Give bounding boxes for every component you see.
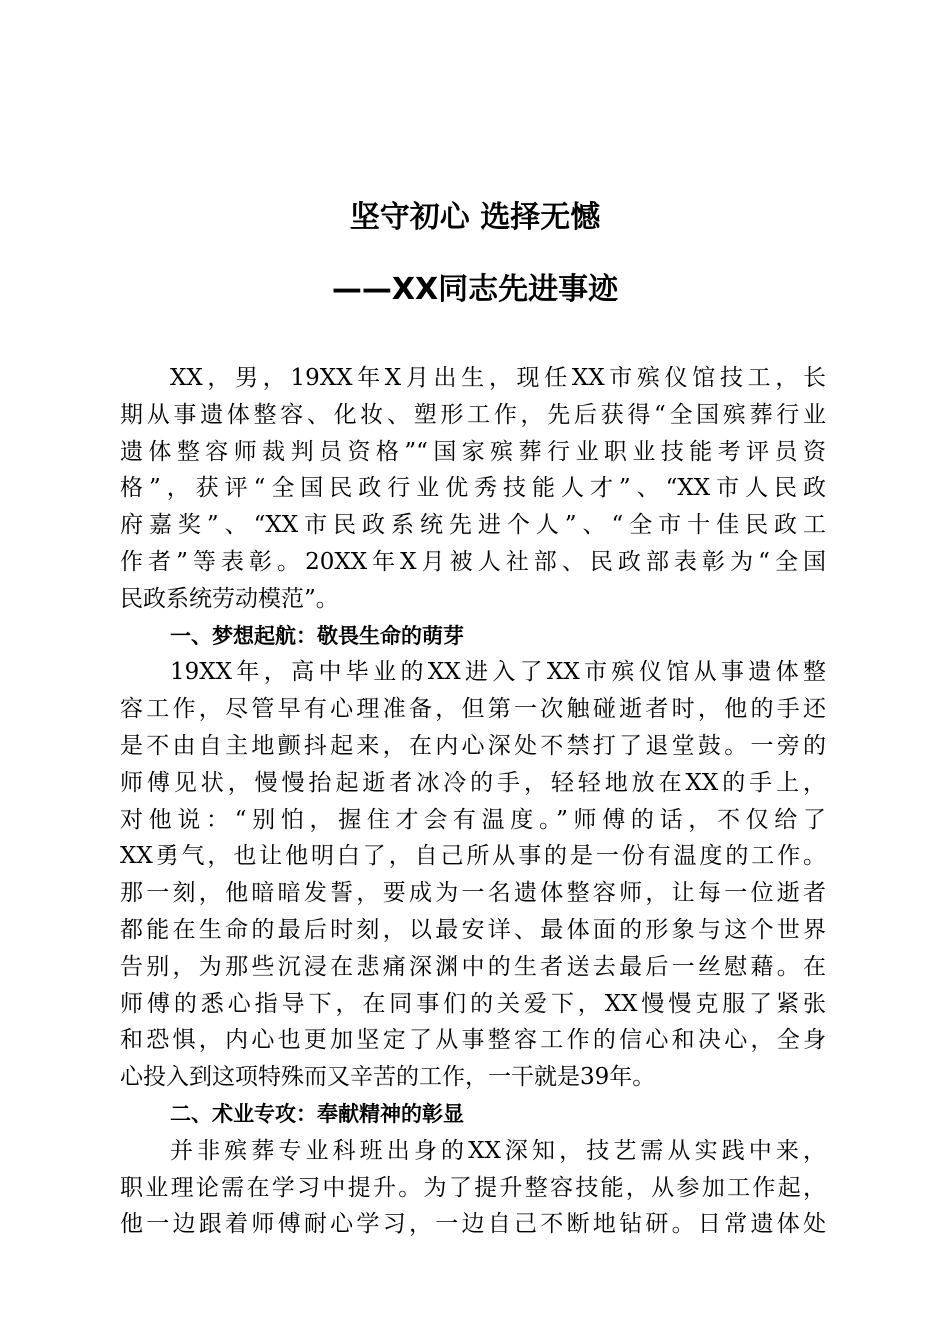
body-line: XX勇气，也让他明白了，自己所从事的是一份有温度的工作。 — [120, 843, 826, 870]
document-title: 坚守初心 选择无憾 — [349, 200, 601, 235]
document-body — [120, 360, 826, 1243]
body-line: 和恐惧，内心也更加坚定了从事整容工作的信心和决心，全身 — [120, 1027, 826, 1054]
body-line: 期从事遗体整容、化妆、塑形工作，先后获得“全国殡葬行业 — [120, 401, 826, 428]
body-line: 容工作，尽管早有心理准备，但第一次触碰逝者时，他的手还 — [120, 696, 826, 723]
body-line: 师傅见状，慢慢抬起逝者冰冷的手，轻轻地放在XX的手上， — [120, 769, 826, 796]
body-line: 师傅的悉心指导下，在同事们的关爱下，XX慢慢克服了紧张 — [120, 990, 826, 1017]
body-line: 心投入到这项特殊而又辛苦的工作，一干就是39年。 — [120, 1064, 656, 1091]
body-line: 职业理论需在学习中提升。为了提升整容技能，从参加工作起， — [120, 1174, 826, 1201]
body-line: 告别，为那些沉浸在悲痛深渊中的生者送去最后一丝慰藉。在 — [120, 953, 826, 980]
body-line: 是不由自主地颤抖起来，在内心深处不禁打了退堂鼓。一旁的 — [120, 732, 826, 759]
body-line: 民政系统劳动模范”。 — [120, 585, 339, 612]
body-line: XX，男，19XX年X月出生，现任XX市殡仪馆技工，长 — [170, 365, 826, 391]
body-line: 格”，获评“全国民政行业优秀技能人才”、“XX市人民政 — [120, 475, 826, 502]
body-line: 遗体整容师裁判员资格”“国家殡葬行业职业技能考评员资 — [120, 438, 826, 465]
body-line: 对他说：“别怕，握住才会有温度。”师傅的话，不仅给了 — [120, 806, 826, 833]
section-heading: 一、梦想起航：敬畏生命的萌芽 — [170, 623, 464, 648]
body-line: 府嘉奖”、“XX市民政系统先进个人”、“全市十佳民政工 — [120, 512, 826, 539]
body-line: 并非殡葬专业科班出身的XX深知，技艺需从实践中来， — [170, 1137, 826, 1164]
body-line: 都能在生命的最后时刻，以最安详、最体面的形象与这个世界 — [120, 916, 826, 943]
document-subtitle: ——XX同志先进事迹 — [331, 272, 619, 307]
section-heading: 二、术业专攻：奉献精神的彰显 — [170, 1101, 464, 1126]
body-line: 他一边跟着师傅耐心学习，一边自己不断地钻研。日常遗体处 — [120, 1211, 826, 1238]
body-line: 作者”等表彰。20XX年X月被人社部、民政部表彰为“全国 — [120, 548, 826, 575]
body-line: 19XX年，高中毕业的XX进入了XX市殡仪馆从事遗体整 — [170, 659, 826, 686]
body-line: 那一刻，他暗暗发誓，要成为一名遗体整容师，让每一位逝者 — [120, 880, 826, 907]
